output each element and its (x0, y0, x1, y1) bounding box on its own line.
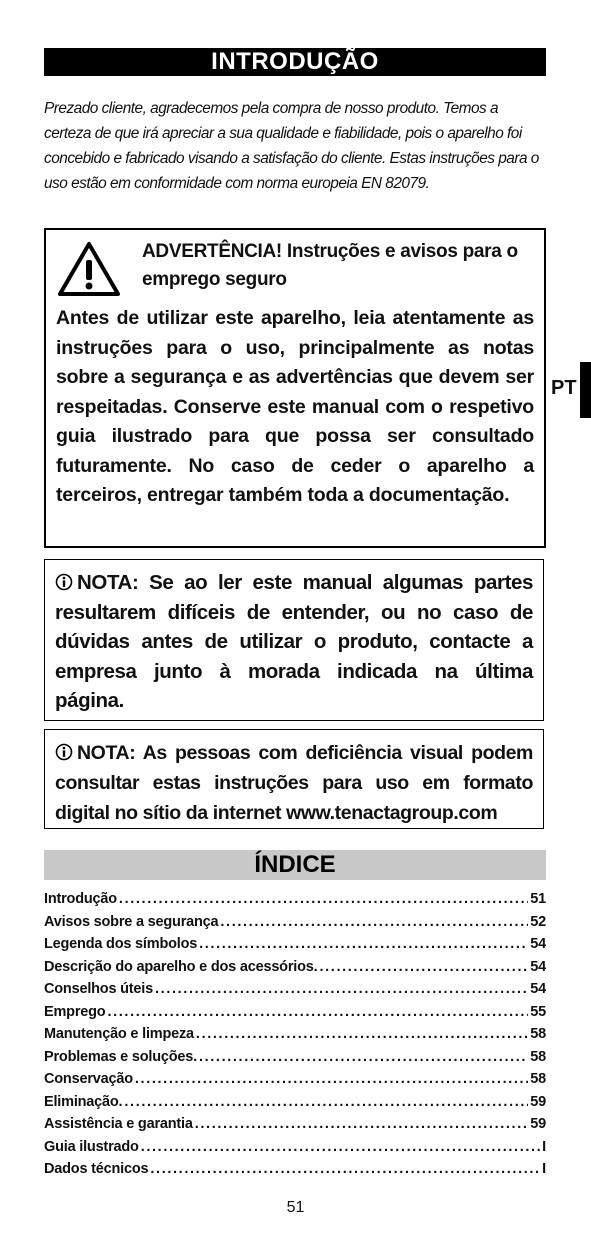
toc-entry-title: Introdução (44, 891, 117, 907)
table-of-contents (44, 888, 546, 1181)
toc-leader (199, 933, 528, 956)
toc-entry-title: Conselhos úteis (44, 981, 153, 997)
toc-entry-page: 58 (530, 1071, 546, 1087)
info-icon (55, 573, 73, 591)
toc-entry-page: 52 (530, 913, 546, 930)
toc-entry-title: Descrição do aparelho e dos acessórios. (44, 958, 318, 975)
toc-entry-page: 59 (530, 1093, 546, 1110)
toc-entry-title: Legenda dos símbolos (44, 936, 198, 952)
language-tab-label: PT (551, 377, 577, 399)
toc-entry-title: Assistência e garantia (44, 1116, 193, 1132)
toc-entry-page: 54 (530, 936, 546, 952)
toc-entry-title: Avisos sobre a segurança (44, 913, 219, 930)
section-title-indice: ÍNDICE (44, 850, 546, 880)
toc-leader (220, 911, 528, 934)
warning-body: Antes de utilizar este aparelho, leia atentamente as instruções para o uso, principalmente as notas sobre a segurança e as advertências que devem ser respeitadas. Conserve este manual com o respetivo guia ilustrado para que possa ser consultado futuramente. No caso de ceder o aparelho a terceiros, entregar também toda a documentação. (56, 307, 534, 506)
toc-leader (135, 1068, 528, 1091)
section-title-introducao: INTRODUÇÃO (44, 48, 546, 76)
toc-entry-title: Problemas e soluções. (44, 1048, 197, 1065)
toc-entry-page: 51 (530, 891, 546, 907)
toc-entry[interactable] (44, 1091, 546, 1114)
toc-entry[interactable] (44, 888, 546, 911)
toc-leader (196, 1023, 528, 1046)
toc-entry[interactable] (44, 978, 546, 1001)
note-2 (55, 738, 533, 828)
toc-entry-page: 59 (530, 1116, 546, 1132)
toc-entry-page: I (542, 1161, 546, 1177)
note-2-text: NOTA: As pessoas com deficiência visual podem consultar estas instruções para uso em formato digital no sítio da internet www.tenactagroup.com (55, 742, 533, 824)
toc-entry[interactable] (44, 1068, 546, 1091)
toc-entry-title: Conservação (44, 1071, 133, 1087)
toc-entry-page: 58 (530, 1026, 546, 1042)
note-1 (55, 568, 533, 716)
toc-entry[interactable] (44, 911, 546, 934)
toc-leader (119, 888, 528, 911)
toc-entry[interactable] (44, 1136, 546, 1159)
toc-entry-page: 54 (530, 958, 546, 975)
warning-box (44, 228, 546, 548)
toc-leader (124, 1091, 528, 1114)
toc-leader (107, 1001, 528, 1024)
note-box-2 (44, 729, 544, 829)
toc-entry[interactable] (44, 1023, 546, 1046)
warning-triangle-icon (56, 240, 122, 298)
intro-paragraph: Prezado cliente, agradecemos pela compra de nosso produto. Temos a certeza de que irá apreciar a sua qualidade e fiabilidade, pois o aparelho foi concebido e fabricado visando a satisfação do cliente. Estas instruções para o uso estão em conformidade com norma europeia EN 82079. (44, 100, 539, 192)
toc-leader (150, 1158, 540, 1181)
toc-leader (195, 1113, 529, 1136)
toc-entry-title: Dados técnicos (44, 1161, 149, 1177)
toc-entry-page: 54 (530, 981, 546, 997)
toc-entry[interactable] (44, 1001, 546, 1024)
language-tab-marker (580, 362, 591, 418)
note-1-text: NOTA: Se ao ler este manual algumas partes resultarem difíceis de entender, ou no caso de dúvidas antes de utilizar o produto, contacte a empresa junto à morada indicada na última página. (55, 571, 533, 712)
info-icon (55, 743, 73, 761)
toc-leader (199, 1046, 528, 1069)
toc-entry[interactable] (44, 933, 546, 956)
toc-entry-title: Emprego (44, 1003, 106, 1020)
warning-title: ADVERTÊNCIA! Instruções e avisos para o emprego seguro (142, 241, 518, 290)
toc-entry-title: Guia ilustrado (44, 1138, 139, 1155)
toc-leader (141, 1136, 540, 1159)
toc-entry[interactable] (44, 1158, 546, 1181)
toc-entry-page: 58 (530, 1048, 546, 1065)
note-box-1 (44, 559, 544, 721)
toc-leader (155, 978, 528, 1001)
toc-entry-title: Manutenção e limpeza (44, 1026, 194, 1042)
toc-entry[interactable] (44, 1046, 546, 1069)
toc-entry-page: I (542, 1138, 546, 1155)
toc-leader (319, 956, 528, 979)
toc-entry-title: Eliminação. (44, 1093, 123, 1110)
toc-entry-page: 55 (530, 1003, 546, 1020)
toc-entry[interactable] (44, 956, 546, 979)
page-number: 51 (286, 1199, 305, 1216)
toc-entry[interactable] (44, 1113, 546, 1136)
